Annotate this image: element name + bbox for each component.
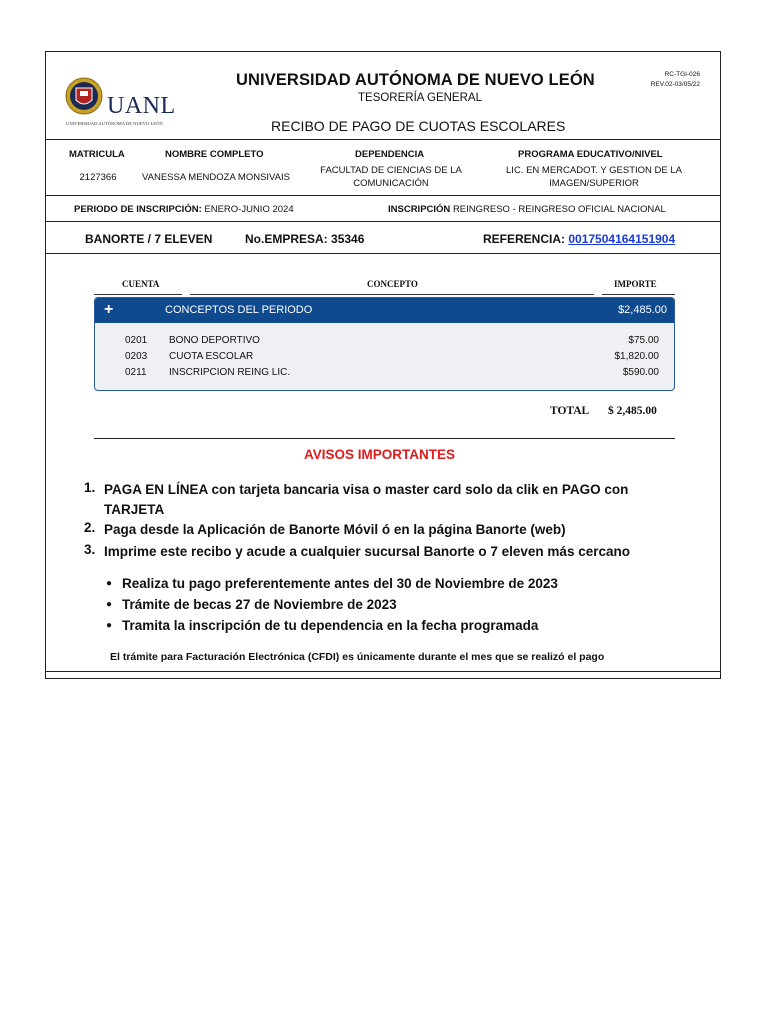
row-amount: $75.00	[628, 335, 659, 346]
empresa-number	[245, 232, 364, 246]
row-code: 0201	[125, 335, 148, 346]
table-row	[95, 351, 674, 367]
total-label: TOTAL	[550, 405, 590, 417]
row-amount: $1,820.00	[614, 351, 659, 362]
notice-text: Paga desde la Aplicación de Banorte Móvil ó en la página Banorte (web)	[104, 522, 566, 537]
bullet-text: Trámite de becas 27 de Noviembre de 2023	[122, 597, 397, 612]
referencia-label: REFERENCIA:	[483, 232, 566, 246]
group-amount: $2,485.00	[618, 304, 667, 316]
nombre-value: VANESSA MENDOZA MONSIVAIS	[142, 172, 290, 183]
plus-icon[interactable]: +	[104, 301, 114, 318]
programa-value: LIC. EN MERCADOT. Y GESTION DE LA IMAGEN/SUPERIOR	[506, 165, 682, 189]
total-value: $ 2,485.00	[608, 405, 657, 417]
row-code: 0211	[125, 367, 147, 378]
periodo-label: PERIODO DE INSCRIPCIÓN:	[74, 204, 202, 215]
concept-group-header[interactable]	[95, 298, 674, 323]
tipo-inscripcion	[388, 204, 666, 215]
periodo-inscripcion	[74, 204, 294, 215]
notices-title: AVISOS IMPORTANTES	[304, 447, 456, 462]
divider	[46, 221, 720, 222]
logo-subtext: UNIVERSIDAD AUTÓNOMA DE NUEVO LEÓN	[66, 121, 163, 126]
bullet-text: Tramita la inscripción de tu dependencia en la fecha programada	[122, 618, 539, 633]
row-amount: $590.00	[622, 367, 659, 378]
table-row	[95, 367, 674, 383]
bullet-icon: ●	[106, 620, 113, 631]
dependencia-header: DEPENDENCIA	[355, 149, 425, 160]
notice-number: 3.	[84, 542, 96, 557]
empresa-label: No.EMPRESA:	[245, 232, 328, 246]
uanl-logo	[64, 76, 204, 132]
header-underline	[94, 294, 182, 295]
concept-group	[94, 297, 675, 391]
matricula-header: MATRICULA	[69, 149, 125, 160]
divider	[94, 438, 675, 439]
bullet-icon: ●	[106, 599, 113, 610]
inscripcion-label: INSCRIPCIÓN	[388, 204, 451, 215]
document-title: RECIBO DE PAGO DE CUOTAS ESCOLARES	[271, 118, 566, 134]
header-underline	[190, 294, 594, 295]
referencia-link[interactable]: 0017504164151904	[568, 232, 676, 246]
inscripcion-value: REINGRESO - REINGRESO OFICIAL NACIONAL	[452, 204, 666, 215]
notice-number: 1.	[84, 480, 96, 495]
matricula-value: 2127366	[79, 172, 117, 183]
header-underline	[602, 294, 675, 295]
divider	[46, 195, 720, 196]
bullet-icon: ●	[106, 578, 113, 589]
row-desc: CUOTA ESCOLAR	[169, 351, 254, 362]
nombre-header: NOMBRE COMPLETO	[165, 149, 264, 160]
notice-text: Imprime este recibo y acude a cualquier sucursal Banorte o 7 eleven más cercano	[104, 544, 630, 559]
document-code: RC-TGI-026	[664, 71, 700, 78]
col-importe: IMPORTE	[614, 279, 657, 289]
university-title: UNIVERSIDAD AUTÓNOMA DE NUEVO LEÓN	[236, 71, 595, 89]
col-concepto: CONCEPTO	[367, 279, 418, 289]
table-row	[95, 335, 674, 351]
cfdi-note: El trámite para Facturación Electrónica (CFDI) es únicamente durante el mes que se realizó el pago	[110, 651, 605, 663]
col-cuenta: CUENTA	[122, 279, 160, 289]
department-title: TESORERÍA GENERAL	[358, 92, 482, 104]
shield-icon	[64, 76, 104, 120]
divider	[46, 671, 720, 672]
row-code: 0203	[125, 351, 148, 362]
empresa-value: 35346	[331, 232, 365, 246]
dependencia-value: FACULTAD DE CIENCIAS DE LA COMUNICACIÓN	[320, 165, 462, 189]
document-revision: REV.02-03/05/22	[650, 81, 700, 88]
row-desc: BONO DEPORTIVO	[169, 335, 260, 346]
notice-text: PAGA EN LÍNEA con tarjeta bancaria visa o master card solo da clik en PAGO con TARJETA	[104, 482, 629, 517]
divider	[46, 253, 720, 254]
referencia	[483, 232, 675, 246]
group-title: CONCEPTOS DEL PERIODO	[165, 304, 313, 316]
periodo-value: ENERO-JUNIO 2024	[204, 204, 294, 215]
receipt-frame	[45, 51, 721, 679]
notice-number: 2.	[84, 520, 96, 535]
logo-text: UANL	[107, 93, 176, 119]
divider	[46, 139, 720, 140]
row-desc: INSCRIPCION REING LIC.	[169, 367, 291, 378]
programa-header: PROGRAMA EDUCATIVO/NIVEL	[518, 149, 663, 160]
bank-name: BANORTE / 7 ELEVEN	[85, 232, 213, 246]
bullet-text: Realiza tu pago preferentemente antes del 30 de Noviembre de 2023	[122, 576, 558, 591]
